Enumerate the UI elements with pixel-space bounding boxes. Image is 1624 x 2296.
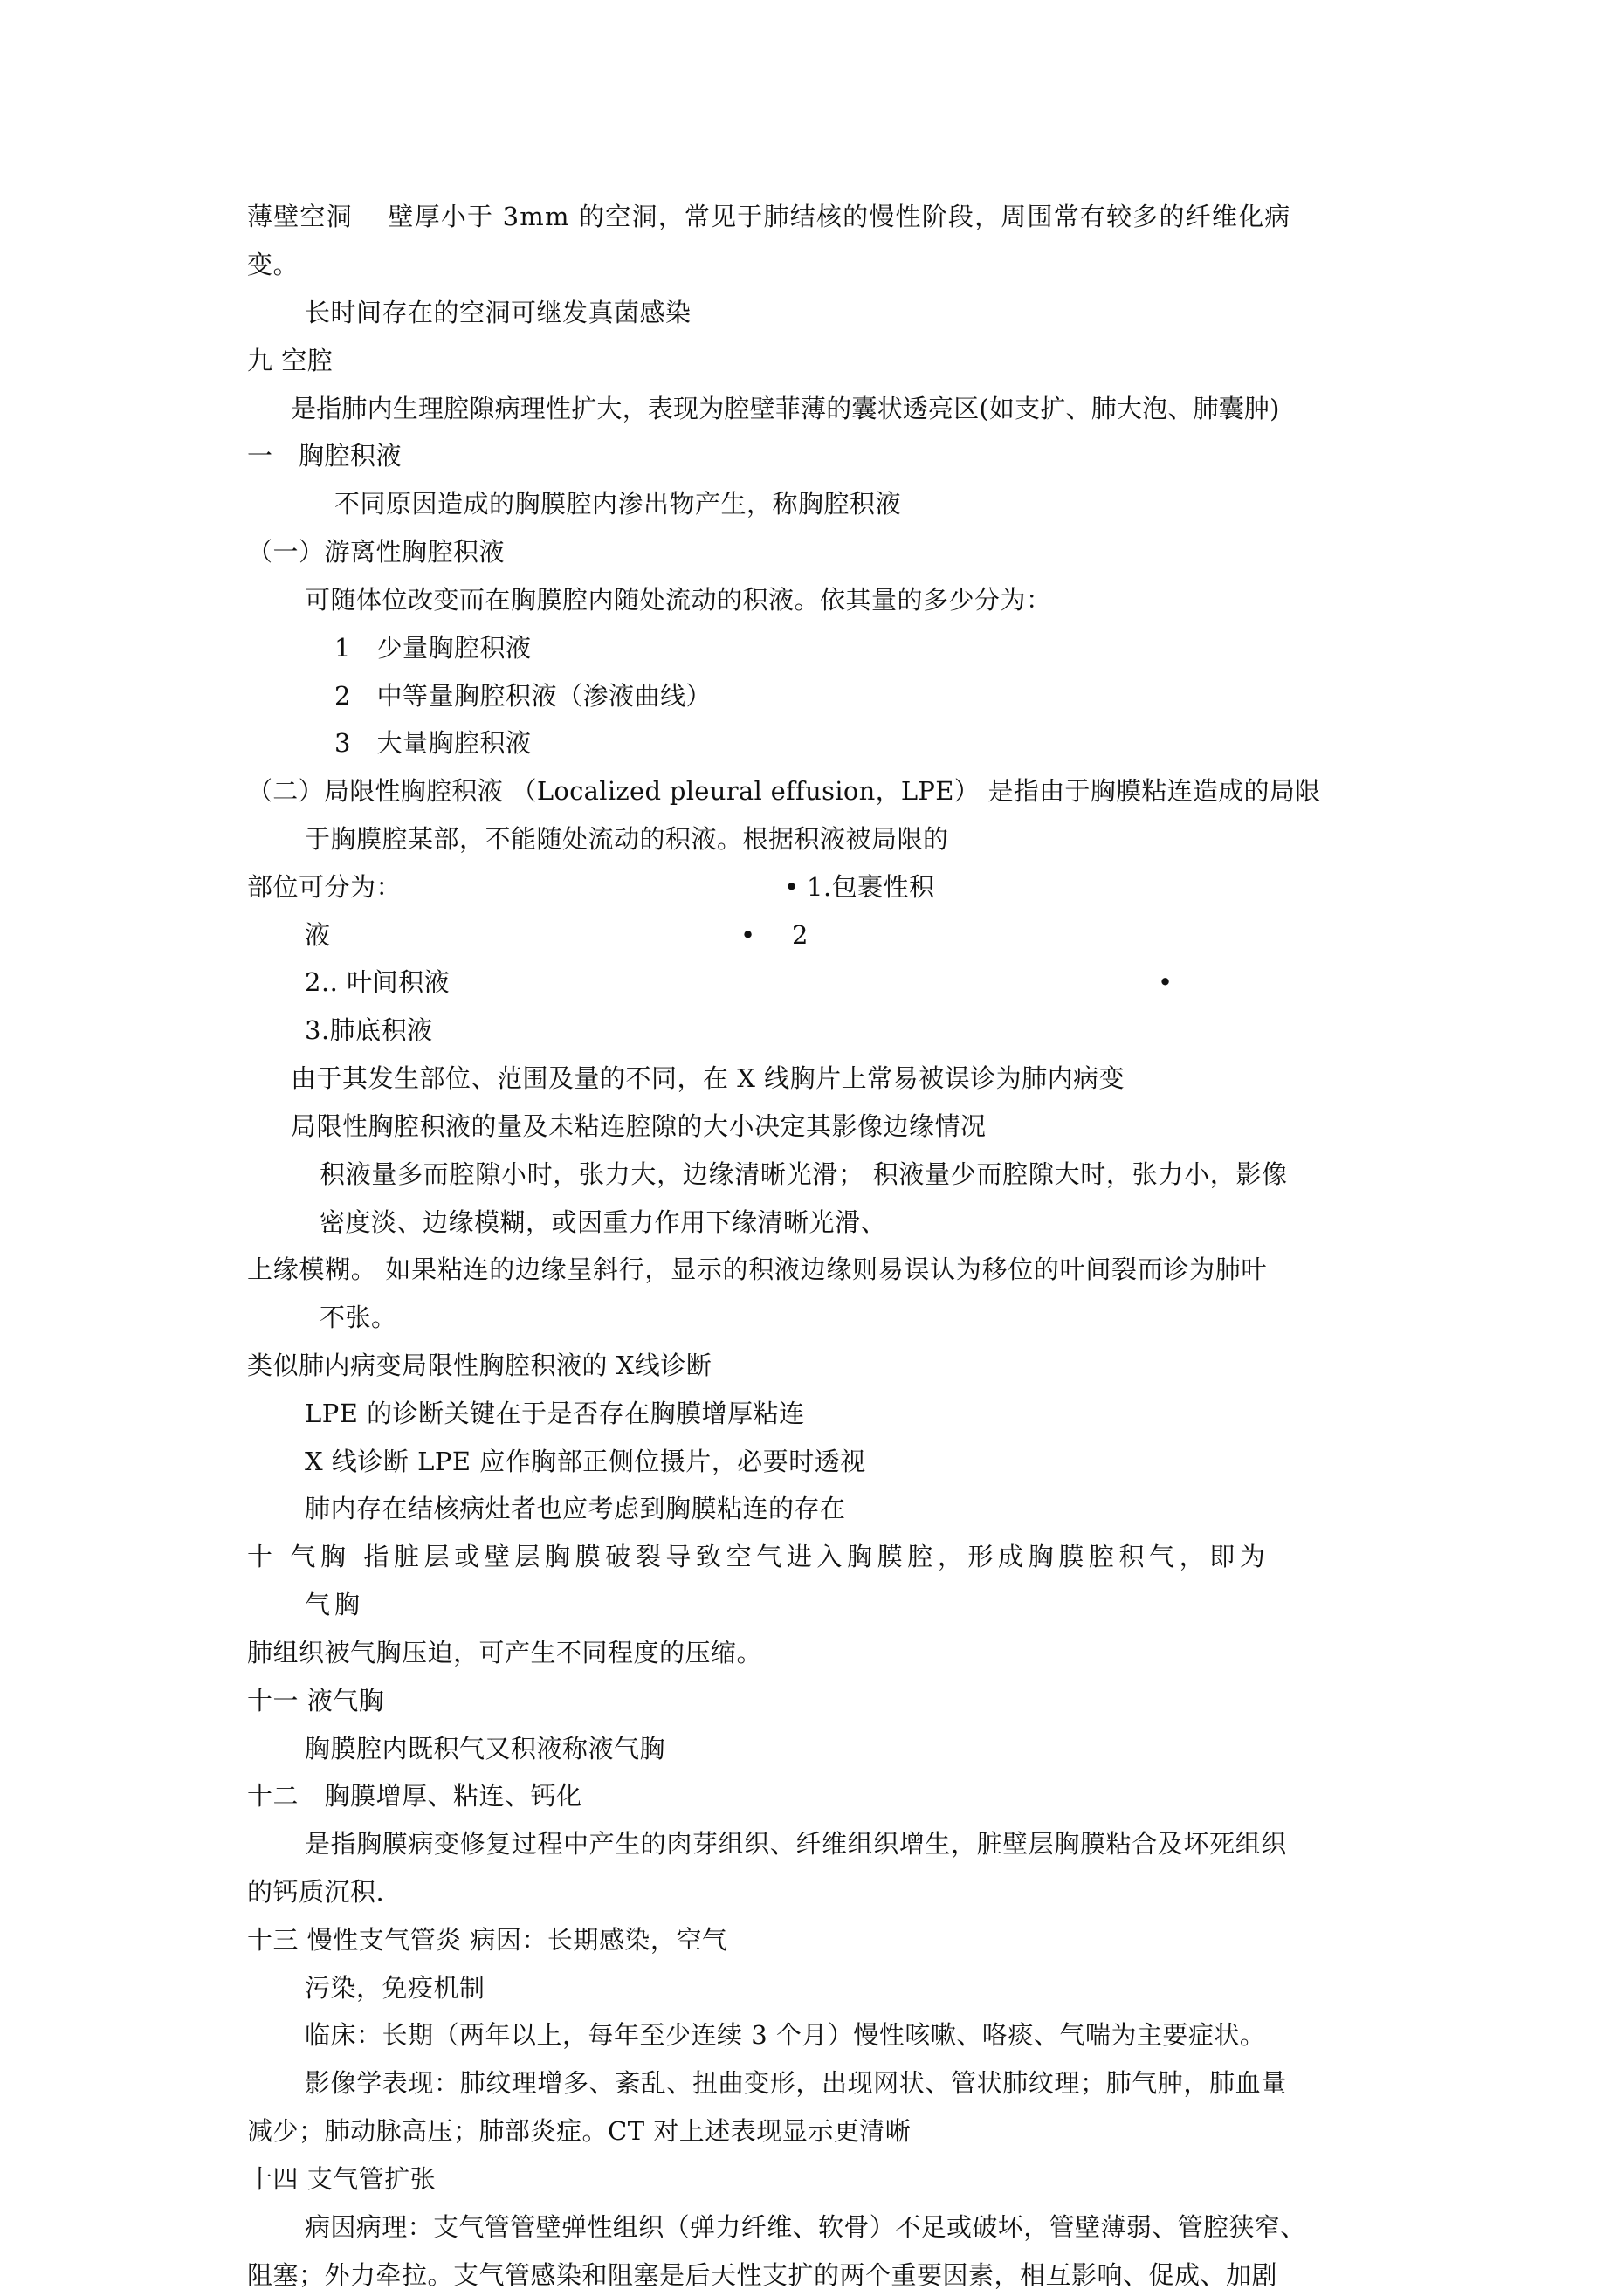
text-line: 不张。	[320, 1303, 397, 1332]
section-heading: 十 气胸 指脏层或壁层胸膜破裂导致空气进入胸膜腔，形成胸膜腔积气，即为	[247, 1542, 1270, 1571]
text-line: 肺内存在结核病灶者也应考虑到胸膜粘连的存在	[305, 1494, 846, 1523]
text-line: 病因病理：支气管管壁弹性组织（弹力纤维、软骨）不足或破坏，管壁薄弱、管腔狭窄、	[305, 2212, 1306, 2242]
text-line: 是指肺内生理腔隙病理性扩大，表现为腔壁菲薄的囊状透亮区(如支扩、肺大泡、肺囊肿)	[291, 394, 1280, 423]
bullet-glyph: •	[784, 872, 800, 902]
list-item: 2.. 叶间积液	[305, 967, 451, 997]
text-line: 密度淡、边缘模糊，或因重力作用下缘清晰光滑、	[320, 1207, 887, 1237]
text-line: 影像学表现：肺纹理增多、紊乱、扭曲变形，出现网状、管状肺纹理；肺气肿，肺血量	[305, 2068, 1287, 2098]
text-line: 肺组织被气胸压迫，可产生不同程度的压缩。	[247, 1638, 763, 1667]
text-line: 部位可分为：	[247, 872, 403, 902]
subsection-heading: （二）局限性胸腔积液 （Localized pleural effusion，LPE） 是指由于胸膜粘连造成的局限	[247, 776, 1321, 806]
text-line: 于胸膜腔某部，不能随处流动的积液。根据积液被局限的	[305, 824, 949, 854]
text-line: 液	[305, 920, 331, 950]
text-line: 变。	[247, 250, 299, 279]
text-line: 薄壁空洞 壁厚小于 3mm 的空洞，常见于肺结核的慢性阶段，周围常有较多的纤维化病	[247, 202, 1291, 231]
text-line: 胸膜腔内既积气又积液称液气胸	[305, 1734, 666, 1763]
list-item: 3.肺底积液	[305, 1015, 433, 1045]
text-line: 是指胸膜病变修复过程中产生的肉芽组织、纤维组织增生，脏壁层胸膜粘合及坏死组织	[305, 1829, 1287, 1859]
subsection-heading: （一）游离性胸腔积液	[247, 537, 506, 567]
text-line: 的钙质沉积.	[247, 1877, 385, 1907]
section-heading: 十二 胸膜增厚、粘连、钙化	[247, 1781, 582, 1811]
list-item: 2 中等量胸腔积液（渗液曲线）	[334, 681, 712, 711]
text-line: 局限性胸腔积液的量及未粘连腔隙的大小决定其影像边缘情况	[291, 1111, 987, 1141]
list-item: 2	[792, 920, 809, 950]
text-line: 污染，免疫机制	[305, 1973, 485, 2003]
section-heading: 一 胸腔积液	[247, 441, 403, 471]
section-heading: 类似肺内病变局限性胸腔积液的 X线诊断	[247, 1351, 712, 1380]
bullet-glyph: •	[1158, 967, 1173, 997]
list-item: 1 少量胸腔积液	[334, 633, 532, 663]
section-heading: 十三 慢性支气管炎 病因：长期感染，空气	[247, 1925, 728, 1955]
list-item: 3 大量胸腔积液	[334, 728, 532, 758]
text-line: X 线诊断 LPE 应作胸部正侧位摄片，必要时透视	[305, 1447, 866, 1476]
section-heading: 十一 液气胸	[247, 1686, 385, 1715]
list-item: 1.包裹性积	[807, 872, 935, 902]
text-line: 临床：长期（两年以上，每年至少连续 3 个月）慢性咳嗽、咯痰、气喘为主要症状。	[305, 2020, 1266, 2050]
text-line: 上缘模糊。 如果粘连的边缘呈斜行，显示的积液边缘则易误认为移位的叶间裂而诊为肺叶	[247, 1255, 1268, 1284]
text-line: 积液量多而腔隙小时，张力大，边缘清晰光滑； 积液量少而腔隙大时，张力小，影像	[320, 1159, 1288, 1189]
text-line: 长时间存在的空洞可继发真菌感染	[305, 298, 692, 327]
section-heading: 十四 支气管扩张	[247, 2164, 437, 2194]
text-line: 由于其发生部位、范围及量的不同，在 X 线胸片上常易被误诊为肺内病变	[291, 1063, 1125, 1093]
text-line: 不同原因造成的胸膜腔内渗出物产生，称胸腔积液	[334, 489, 902, 519]
text-line: 气胸	[305, 1590, 365, 1619]
text-line: 阻塞；外力牵拉。支气管感染和阻塞是后天性支扩的两个重要因素，相互影响、促成、加剧	[247, 2260, 1278, 2290]
text-line: 可随体位改变而在胸膜腔内随处流动的积液。依其量的多少分为：	[305, 585, 1052, 615]
text-line: LPE 的诊断关键在于是否存在胸膜增厚粘连	[305, 1399, 805, 1428]
text-line: 减少；肺动脉高压；肺部炎症。CT 对上述表现显示更清晰	[247, 2116, 912, 2146]
section-heading: 九 空腔	[247, 346, 334, 375]
bullet-glyph: •	[740, 920, 756, 950]
